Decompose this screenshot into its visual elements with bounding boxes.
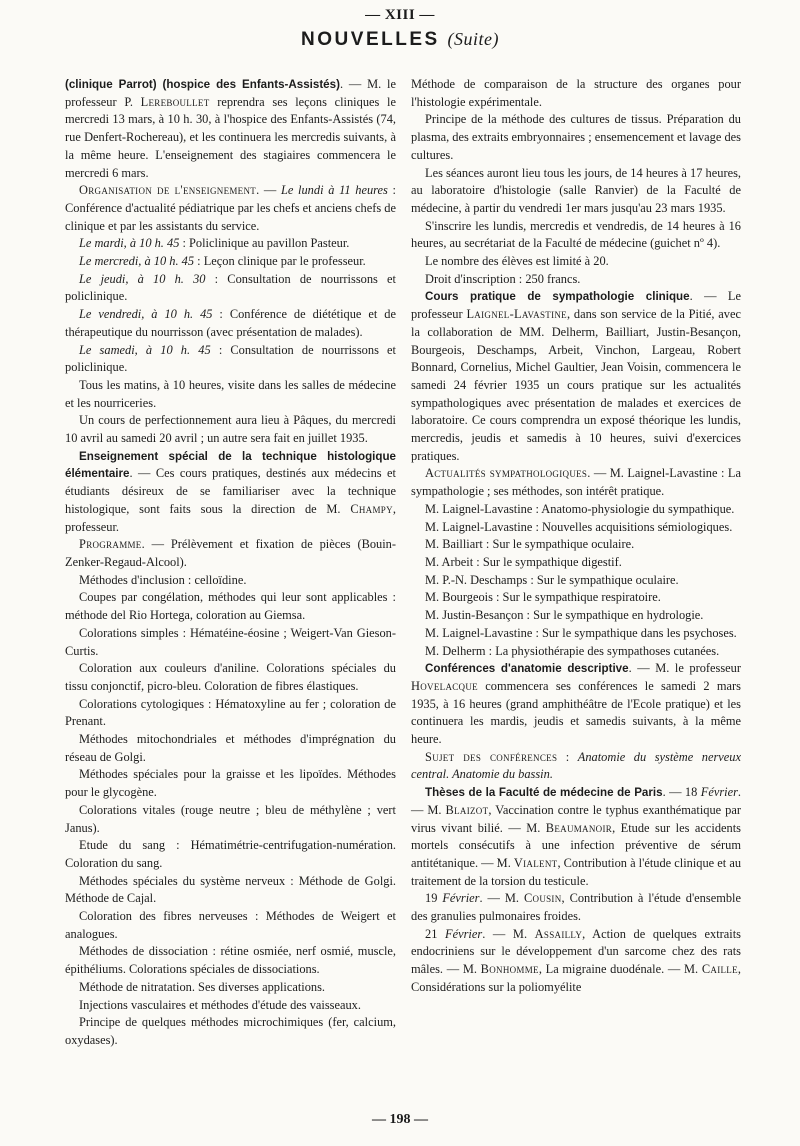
- text-run: Bonhomme: [480, 962, 539, 977]
- text-run: . — M.: [411, 785, 742, 817]
- paragraph: [65, 997, 396, 1015]
- paragraph: [411, 111, 741, 164]
- text-run: Actualités sympathologiques: [425, 466, 588, 481]
- text-run: Organisation de l'enseignement: [79, 183, 257, 198]
- text-run: Colorations simples : Hématéine-éosine ; Weigert-Van Gieson-Curtis.: [65, 625, 396, 658]
- paragraph: [411, 465, 741, 500]
- text-run: Les séances auront lieu tous les jours, de 14 heures à 17 heures, au laboratoire d'histologie (salle Ranvier) de la Faculté de médecine, à partir du vendredi 1er mars jusqu'au 23 mars 1935.: [411, 165, 741, 215]
- text-run: M. Delherm : La physiothérapie des sympathoses cutanées.: [425, 643, 720, 658]
- text-run: Thèses de la Faculté de médecine de Paris: [425, 786, 663, 800]
- paragraph: [65, 696, 396, 731]
- text-run: M. Laignel-Lavastine : Nouvelles acquisitions sémiologiques.: [425, 519, 733, 534]
- text-run: : Policlinique au pavillon Pasteur.: [179, 236, 350, 251]
- paragraph: [411, 926, 741, 997]
- text-run: : Conférence de diététique et de thérapeutique du nourrisson (avec présentation de malades).: [65, 307, 396, 339]
- text-run: Février: [445, 926, 483, 941]
- text-run: (hospice des Enfants-Assistés): [162, 78, 340, 91]
- text-run: Injections vasculaires et méthodes d'étude des vaisseaux.: [79, 997, 361, 1012]
- text-run: Coupes par congélation, méthodes qui leur sont applicables : méthode del Rio Hortega, coloration au Giemsa.: [65, 590, 396, 623]
- text-run: (clinique Parrot): [65, 78, 157, 91]
- text-run: commencera ses conférences le samedi 2 mars 1935, à 16 heures (grand amphithéâtre de l'Ecole pratique) et les continuera les mardis, jeudis et samedis suivants, à la même heure.: [411, 678, 741, 747]
- text-run: M. P.-N. Deschamps : Sur le sympathique oculaire.: [425, 572, 679, 587]
- text-run: , Action de quelques extraits endocriniens sur le développement d'un sarcome chez des rats mâles. — M.: [411, 926, 741, 977]
- text-run: Le mardi, à 10 h. 45: [79, 236, 180, 251]
- text-run: Février: [442, 891, 480, 906]
- text-run: Droit d'inscription : 250 francs.: [425, 271, 581, 286]
- text-run: M. Bailliart : Sur le sympathique oculaire.: [425, 537, 635, 552]
- text-run: Méthodes de dissociation : rétine osmiée, nerf osmié, muscle, épithéliums. Colorations spéciales de dissociations.: [65, 944, 396, 977]
- text-run: , professeur.: [65, 501, 396, 534]
- text-run: : Conférence d'actualité pédiatrique par les chefs et anciens chefs de clinique et par les assistants du service.: [65, 183, 396, 233]
- text-run: Programme: [79, 537, 142, 552]
- text-run: Caille: [701, 962, 738, 977]
- text-run: Méthodes spéciales pour la graisse et les lipoïdes. Méthodes pour le glycogène.: [65, 767, 396, 800]
- text-run: Beaumanoir: [545, 820, 613, 835]
- text-run: : Consultation de nourrissons et policlinique.: [65, 271, 396, 304]
- paragraph: [65, 731, 396, 766]
- text-run: Méthode de nitratation. Ses diverses applications.: [79, 979, 326, 994]
- text-run: Cousin: [523, 891, 562, 906]
- text-run: Méthodes d'inclusion : celloïdine.: [79, 572, 247, 587]
- text-run: Méthodes spéciales du système nerveux : Méthode de Golgi. Méthode de Cajal.: [65, 873, 396, 906]
- paragraph: [65, 342, 396, 377]
- paragraph: [65, 306, 396, 341]
- paragraph: [411, 625, 741, 643]
- paragraph: [65, 572, 396, 590]
- text-run: Méthodes mitochondriales et méthodes d'imprégnation du réseau de Golgi.: [65, 732, 396, 764]
- paragraph: [65, 660, 396, 695]
- paragraph: [65, 253, 396, 271]
- paragraph: [65, 235, 396, 253]
- text-run: . — M. le professeur P.: [65, 77, 396, 109]
- text-run: . — 18: [662, 785, 701, 800]
- paragraph: [411, 572, 741, 590]
- text-run: :: [557, 749, 578, 764]
- page-number: — 198 —: [372, 1112, 428, 1127]
- text-run: M. Bourgeois : Sur le sympathique respiratoire.: [425, 590, 661, 605]
- paragraph: [411, 218, 741, 253]
- text-run: , Contribution à l'étude clinique et au traitement de la torsion du testicule.: [411, 855, 742, 888]
- text-run: Cours pratique de sympathologie clinique: [425, 290, 690, 304]
- section-title: [0, 26, 800, 53]
- text-run: . — M.: [482, 926, 535, 941]
- text-run: : Consultation de nourrissons et policlinique.: [65, 342, 396, 375]
- text-run: 19: [425, 891, 443, 906]
- text-run: M. Justin-Besançon : Sur le sympathique en hydrologie.: [425, 608, 704, 623]
- text-run: . — Prélèvement et fixation de pièces (Bouin-Zenker-Regaud-Alcool).: [65, 537, 396, 569]
- paragraph: [65, 766, 396, 801]
- text-run: Un cours de perfectionnement aura lieu à Pâques, du mercredi 10 avril au samedi 20 avril ; un autre sera fait en juillet 1935.: [65, 413, 396, 446]
- text-run: Le nombre des élèves est limité à 20.: [425, 254, 609, 269]
- paragraph: [65, 182, 396, 235]
- paragraph: [65, 908, 396, 943]
- paragraph: [65, 943, 396, 978]
- left-column: [65, 76, 396, 1050]
- text-run: . — M. le professeur: [628, 661, 741, 676]
- text-run: Le samedi, à 10 h. 45: [79, 342, 211, 357]
- text-run: . — Ces cours pratiques, destinés aux médecins et étudiants désireux de se familiariser avec la technique histologique, sont faits sous la direction de M.: [65, 466, 396, 516]
- text-run: , Contribution à l'étude d'ensemble des granulies pulmonaires froides.: [411, 891, 741, 924]
- paragraph: [65, 873, 396, 908]
- text-run: Hovelacque: [411, 678, 478, 693]
- text-run: , Considérations sur la poliomyélite: [411, 962, 741, 994]
- text-run: , La migraine duodénale. — M.: [538, 962, 702, 977]
- text-run: M. Arbeit : Sur le sympathique digestif.: [425, 554, 622, 569]
- text-run: M. Laignel-Lavastine : Anatomo-physiologie du sympathique.: [425, 501, 735, 516]
- paragraph: [411, 271, 741, 289]
- paragraph: [411, 288, 741, 465]
- paragraph: [411, 607, 741, 625]
- text-run: Méthode de comparaison de la structure des organes pour l'histologie expérimentale.: [411, 77, 741, 109]
- paragraph: [65, 271, 396, 306]
- text-run: : Leçon clinique par le professeur.: [194, 254, 366, 269]
- paragraph: [65, 979, 396, 997]
- text-run: . — Le professeur: [411, 289, 741, 322]
- text-run: , Etude sur les accidents mortels consécutifs à une infection préventive de sérum antitétanique. — M.: [411, 820, 741, 870]
- text-run: Coloration aux couleurs d'aniline. Colorations spéciales du tissu conjonctif, picro-bleu. Coloration de fibres élastiques.: [65, 661, 396, 693]
- paragraph: [411, 784, 741, 890]
- paragraph: [65, 802, 396, 837]
- paragraph: [411, 890, 741, 925]
- text-run: . —: [256, 183, 281, 198]
- text-run: Vialent: [513, 855, 558, 870]
- text-run: Colorations vitales (rouge neutre ; bleu de méthylène ; vert Janus).: [65, 802, 396, 835]
- section-title-text: NOUVELLES: [301, 29, 440, 50]
- page-header: [0, 4, 800, 53]
- text-run: Enseignement spécial de la technique histologique élémentaire: [65, 449, 396, 481]
- text-run: Principe de quelques méthodes microchimiques (fer, calcium, oxydases).: [65, 1015, 396, 1047]
- text-run: Anatomie du système nerveux central. Anatomie du bassin.: [411, 749, 741, 782]
- text-run: Tous les matins, à 10 heures, visite dans les salles de médecine et les nourriceries.: [65, 377, 396, 410]
- paragraph: [411, 76, 741, 111]
- text-run: Colorations cytologiques : Hématoxyline au fer ; coloration de Prenant.: [65, 696, 396, 729]
- text-run: Conférences d'anatomie descriptive: [425, 662, 629, 676]
- text-run: Le vendredi, à 10 h. 45: [79, 307, 213, 322]
- text-run: 21: [425, 926, 446, 941]
- paragraph: [411, 554, 741, 572]
- paragraph: [65, 448, 396, 537]
- text-run: Champy: [350, 501, 393, 516]
- text-run: Février: [700, 785, 738, 800]
- section-title-suffix: (Suite): [447, 29, 499, 49]
- paragraph: [411, 643, 741, 661]
- text-run: Etude du sang : Hématimétrie-centrifugation-numération. Coloration du sang.: [65, 838, 396, 870]
- paragraph: [411, 519, 741, 537]
- text-run: Coloration des fibres nerveuses : Méthodes de Weigert et analogues.: [65, 909, 396, 941]
- paragraph: [65, 625, 396, 660]
- text-run: Assailly: [534, 926, 583, 941]
- text-run: Laignel-Lavastine: [466, 307, 567, 322]
- text-run: Le mercredi, à 10 h. 45: [79, 254, 195, 269]
- text-run: S'inscrire les lundis, mercredis et vendredis, de 14 heures à 16 heures, au secrétariat de la Faculté de médecine (guichet nº 4).: [411, 218, 741, 251]
- paragraph: [411, 749, 741, 784]
- paragraph: [411, 253, 741, 271]
- paragraph: [411, 165, 741, 218]
- text-run: Le lundi à 11 heures: [280, 183, 388, 198]
- text-run: . — M. Laignel-Lavastine : La sympathologie ; ses méthodes, son intérêt pratique.: [411, 466, 741, 499]
- paragraph: [65, 589, 396, 624]
- text-run: . — M.: [479, 891, 524, 906]
- paragraph: [65, 412, 396, 447]
- paragraph: [65, 377, 396, 412]
- paragraph: [65, 837, 396, 872]
- paragraph: [411, 589, 741, 607]
- text-run: Blaizot: [445, 802, 489, 817]
- text-run: Lereboullet: [140, 94, 210, 109]
- text-run: Le jeudi, à 10 h. 30: [79, 271, 206, 286]
- text-run: Sujet des conférences: [425, 749, 558, 764]
- page-roman-number: — XIII —: [365, 7, 435, 23]
- text-run: , dans son service de la Pitié, avec la collaboration de MM. Delherm, Bailliart, Justin-Besançon, Bourgeois, Deschamps, Arbeit, Vinchon, Largeau, Robert Bonnard, Cornelius, Michel Gaultier, Jean Voisin, commencera le samedi 24 février 1935 un cours pratique sur les actualités sympathologiques avec présentation de malades et exercices de laboratoire. Ce cours comprendra un exposé théorique les lundis, mercredis, jeudis et samedis à 10 heures, suivi d'exercices pratiques.: [411, 307, 741, 463]
- right-column: [411, 76, 741, 997]
- text-run: reprendra ses leçons cliniques le mercredi 13 mars, à 10 h. 30, à l'hospice des Enfants-Assistés (74, rue Denfert-Rochereau), et les continuera les mercredis suivants, à la même heure. L'enseignement des stagiaires commencera le mercredi 6 mars.: [65, 94, 396, 180]
- paragraph: [65, 536, 396, 571]
- text-run: Principe de la méthode des cultures de tissus. Préparation du plasma, des extraits embryonnaires ; ensemencement et lavage des cultures.: [411, 112, 741, 162]
- paragraph: [411, 536, 741, 554]
- text-run: , Vaccination contre le typhus exanthématique par virus vivant bilié. — M.: [411, 802, 742, 835]
- paragraph: [411, 501, 741, 519]
- text-run: M. Laignel-Lavastine : Sur le sympathique dans les psychoses.: [425, 625, 737, 640]
- paragraph: [65, 1014, 396, 1049]
- paragraph: [411, 660, 741, 749]
- paragraph: [65, 76, 396, 182]
